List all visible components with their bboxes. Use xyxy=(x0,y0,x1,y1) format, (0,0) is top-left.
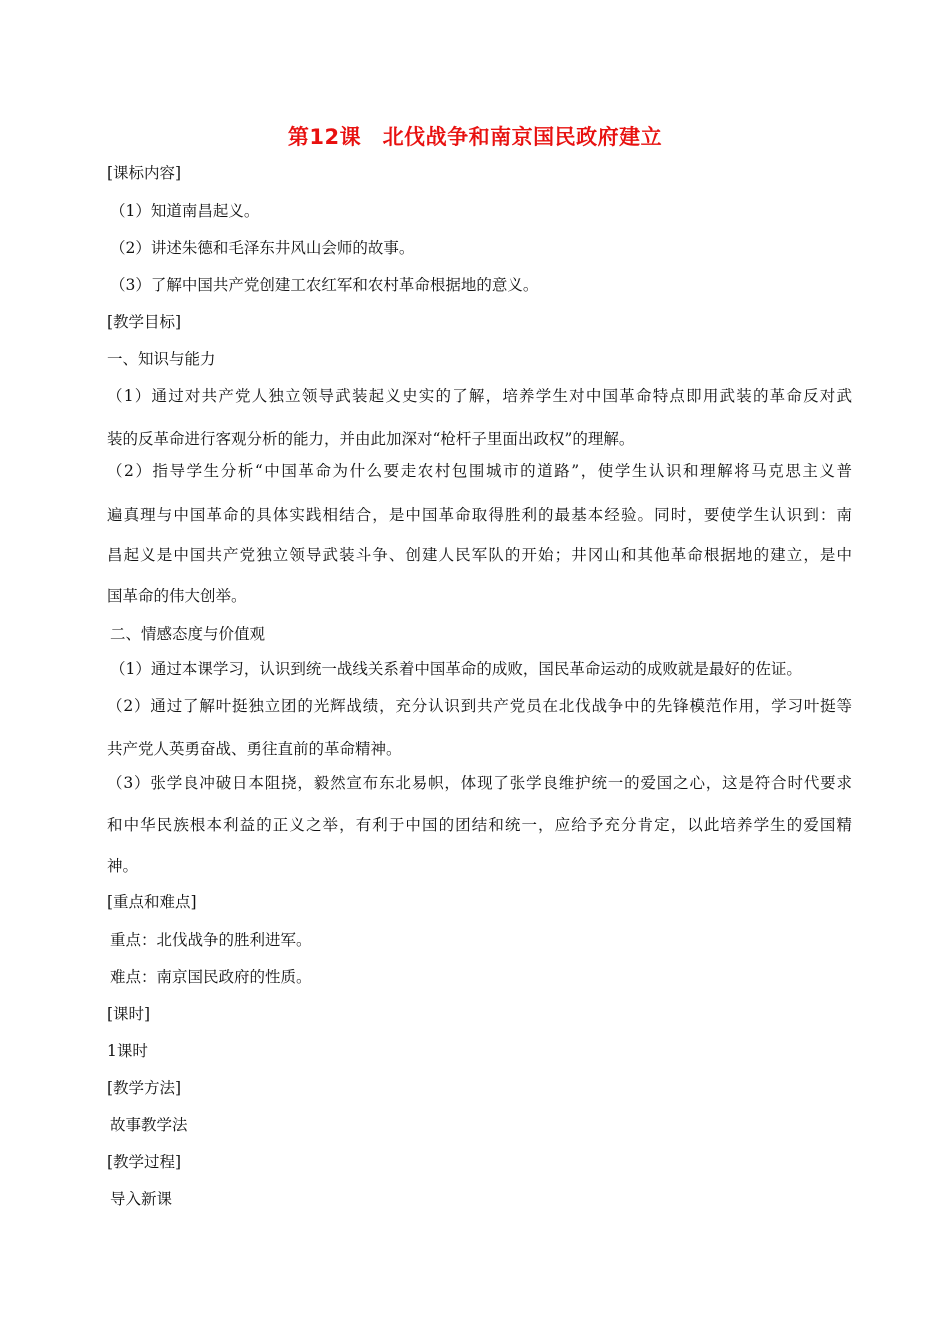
paragraph-line: （1）通过对共产党人独立领导武装起义史实的了解，培养学生对中国革命特点即用武装的革命反对武 xyxy=(107,387,852,405)
lesson-title: 第12课 北伐战争和南京国民政府建立 xyxy=(287,125,663,149)
paragraph-line: 装的反革命进行客观分析的能力，并由此加深对“枪杆子里面出政权”的理解。 xyxy=(107,430,635,448)
section-heading-objectives: [教学目标] xyxy=(107,313,182,331)
curriculum-item-1: （1）知道南昌起义。 xyxy=(110,202,260,220)
subheading-attitude: 二、情感态度与价值观 xyxy=(110,625,266,643)
difficult-point: 难点：南京国民政府的性质。 xyxy=(110,968,312,986)
curriculum-item-3: （3）了解中国共产党创建工农红军和农村革命根据地的意义。 xyxy=(110,276,539,294)
method-value: 故事教学法 xyxy=(110,1116,188,1134)
subheading-knowledge: 一、知识与能力 xyxy=(107,350,216,368)
section-heading-curriculum: [课标内容] xyxy=(107,164,182,182)
section-heading-methods: [教学方法] xyxy=(107,1079,182,1097)
class-hours-value: 1课时 xyxy=(107,1042,148,1060)
section-heading-key-points: [重点和难点] xyxy=(107,893,197,911)
key-point: 重点：北伐战争的胜利进军。 xyxy=(110,931,312,949)
paragraph-line: 昌起义是中国共产党独立领导武装斗争、创建人民军队的开始；井冈山和其他革命根据地的建立，是中 xyxy=(107,546,852,564)
curriculum-item-2: （2）讲述朱德和毛泽东井风山会师的故事。 xyxy=(110,239,415,257)
section-heading-process: [教学过程] xyxy=(107,1153,182,1171)
paragraph-line: （1）通过本课学习，认识到统一战线关系着中国革命的成败，国民革命运动的成败就是最好的佐证。 xyxy=(110,660,802,678)
process-step: 导入新课 xyxy=(110,1190,173,1208)
paragraph-line: 国革命的伟大创举。 xyxy=(107,587,247,605)
section-heading-class-hours: [课时] xyxy=(107,1005,151,1023)
paragraph-line: 神。 xyxy=(107,857,139,875)
paragraph-line: 共产党人英勇奋战、勇往直前的革命精神。 xyxy=(107,740,402,758)
paragraph-line: （2）通过了解叶挺独立团的光辉战绩，充分认识到共产党员在北伐战争中的先锋模范作用，学习叶挺等 xyxy=(107,697,852,715)
paragraph-line: （3）张学良冲破日本阻挠，毅然宣布东北易帜，体现了张学良维护统一的爱国之心，这是符合时代要求 xyxy=(107,774,852,792)
paragraph-line: （2）指导学生分析“中国革命为什么要走农村包围城市的道路”，使学生认识和理解将马克思主义普 xyxy=(107,462,852,480)
paragraph-line: 和中华民族根本利益的正义之举，有利于中国的团结和统一，应给予充分肯定，以此培养学生的爱国精 xyxy=(107,816,852,834)
paragraph-line: 遍真理与中国革命的具体实践相结合，是中国革命取得胜利的最基本经验。同时，要使学生认识到：南 xyxy=(107,506,852,524)
